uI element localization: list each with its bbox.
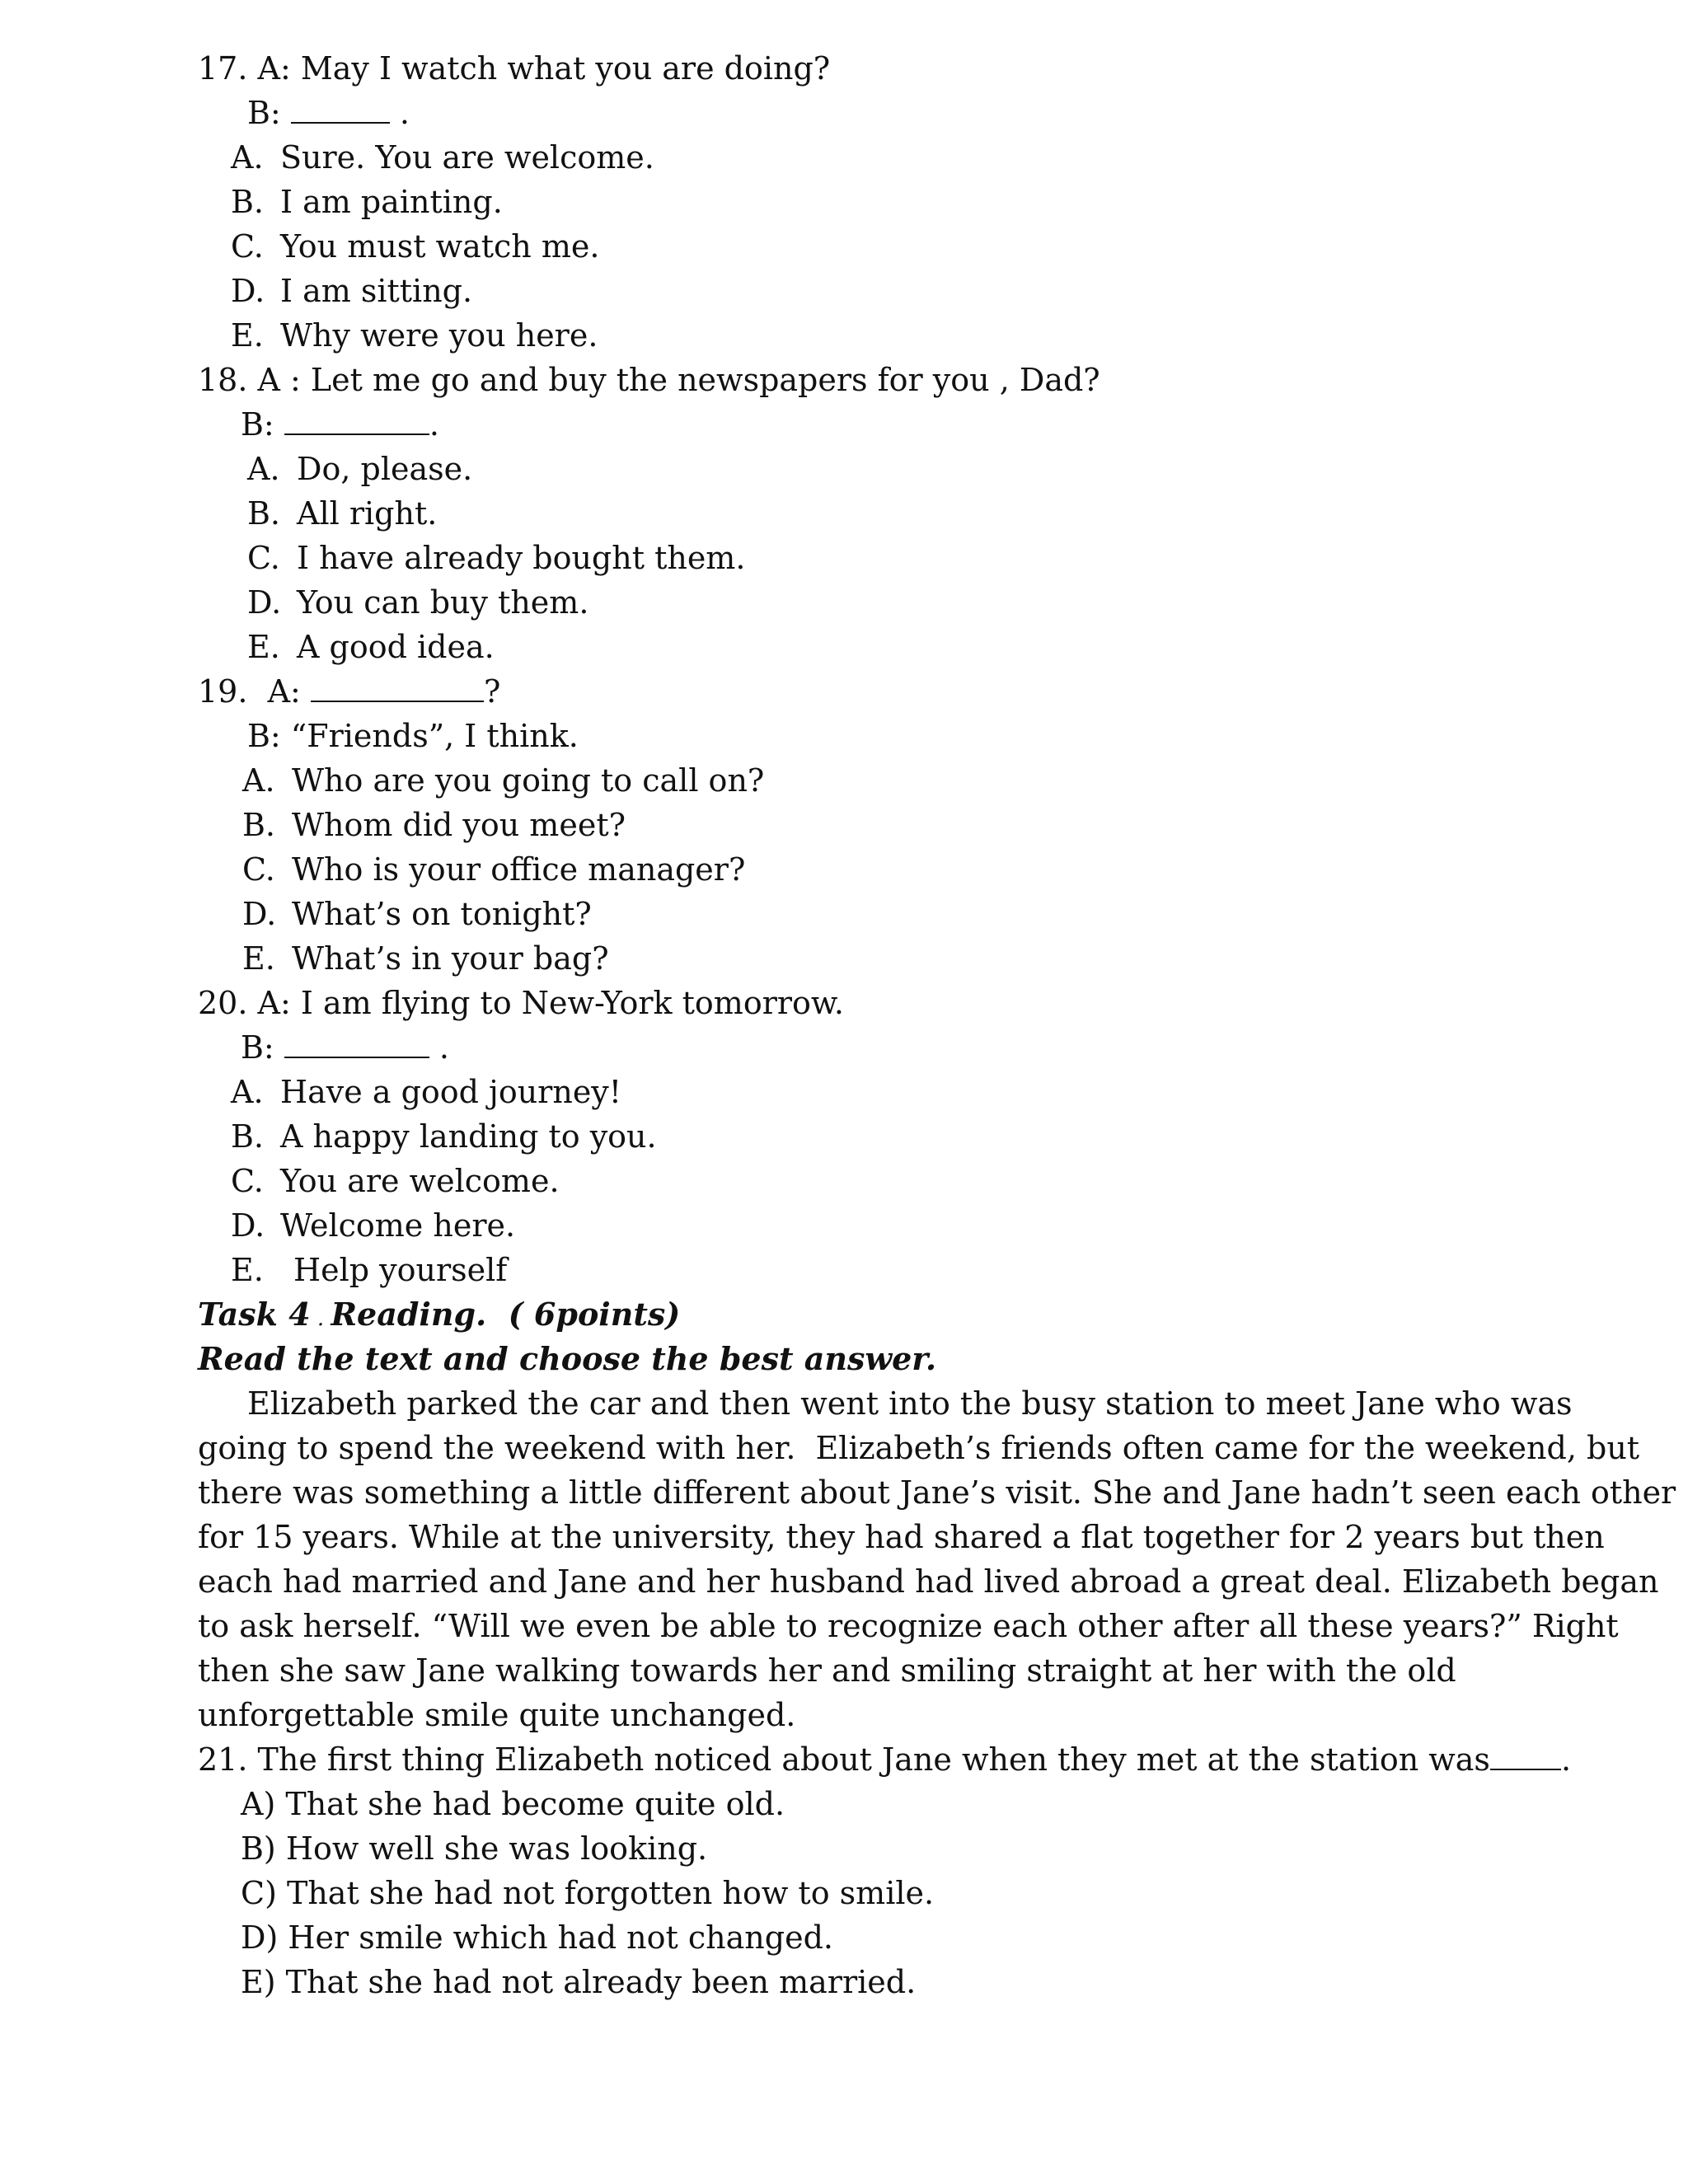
q18-option-c: C. I have already bought them. — [247, 540, 746, 576]
q19-answer-blank — [311, 676, 484, 702]
q17-option-e: E. Why were you here. — [231, 317, 598, 354]
task-instruction: Read the text and choose the best answer. — [198, 1340, 937, 1377]
q21-option-a: A) That she had become quite old. — [241, 1786, 785, 1822]
q19-option-c: C. Who is your office manager? — [242, 851, 746, 888]
q17-option-a: A. Sure. You are welcome. — [231, 139, 654, 176]
passage-line: going to spend the weekend with her. Elizabeth’s friends often came for the weekend, but — [198, 1430, 1640, 1466]
q19-prompt-b: B: “Friends”, I think. — [247, 718, 579, 754]
task-heading: Task 4 . Reading. ( 6points) — [198, 1296, 681, 1333]
q18-prompt-b: B: . — [241, 406, 439, 443]
passage-line: for 15 years. While at the university, they had shared a flat together for 2 years but then — [198, 1519, 1605, 1555]
q21-option-b: B) How well she was looking. — [241, 1830, 708, 1867]
q21-option-d: D) Her smile which had not changed. — [241, 1919, 833, 1956]
q20-option-a: A. Have a good journey! — [231, 1074, 622, 1110]
q20-prompt-a: 20. A: I am flying to New-York tomorrow. — [198, 985, 845, 1021]
q20-option-b: B. A happy landing to you. — [231, 1118, 657, 1155]
passage-line: each had married and Jane and her husband had lived abroad a great deal. Elizabeth began — [198, 1563, 1659, 1600]
q19-option-e: E. What’s in your bag? — [242, 940, 609, 977]
q18-option-a: A. Do, please. — [247, 451, 473, 487]
q21-option-e: E) That she had not already been married. — [241, 1964, 917, 2000]
passage-line: unforgettable smile quite unchanged. — [198, 1697, 796, 1733]
q19-option-b: B. Whom did you meet? — [242, 807, 626, 843]
q18-prompt-a: 18. A : Let me go and buy the newspapers for you , Dad? — [198, 362, 1100, 398]
q21-answer-blank — [1490, 1744, 1561, 1770]
q19-option-d: D. What’s on tonight? — [242, 896, 592, 932]
passage-line: then she saw Jane walking towards her and smiling straight at her with the old — [198, 1652, 1456, 1689]
q18-option-b: B. All right. — [247, 495, 438, 532]
q17-option-b: B. I am painting. — [231, 184, 503, 220]
q20-option-c: C. You are welcome. — [231, 1163, 560, 1199]
q17-option-c: C. You must watch me. — [231, 228, 600, 265]
passage-line: there was something a little different about Jane’s visit. She and Jane hadn’t seen each other — [198, 1474, 1676, 1511]
q19-option-a: A. Who are you going to call on? — [242, 762, 765, 799]
q20-answer-blank — [284, 1032, 429, 1058]
q17-answer-blank — [291, 97, 390, 124]
q20-option-d: D. Welcome here. — [231, 1207, 516, 1244]
q20-option-e: E. Help yourself — [231, 1252, 508, 1288]
passage-line: Elizabeth parked the car and then went into the busy station to meet Jane who was — [247, 1385, 1573, 1422]
q19-prompt-a: 19. A: ? — [198, 673, 501, 710]
q21-option-c: C) That she had not forgotten how to smile. — [241, 1875, 935, 1911]
q17-option-d: D. I am sitting. — [231, 273, 473, 309]
q17-prompt-a: 17. A: May I watch what you are doing? — [198, 50, 831, 87]
q21-prompt: 21. The first thing Elizabeth noticed about Jane when they met at the station was . — [198, 1741, 1572, 1778]
q18-option-e: E. A good idea. — [247, 629, 495, 665]
passage-line: to ask herself. “Will we even be able to recognize each other after all these years?” Right — [198, 1608, 1619, 1644]
q20-prompt-b: B: . — [241, 1029, 449, 1066]
q18-answer-blank — [284, 409, 429, 435]
q18-option-d: D. You can buy them. — [247, 584, 589, 621]
q17-prompt-b: B: . — [247, 95, 410, 131]
